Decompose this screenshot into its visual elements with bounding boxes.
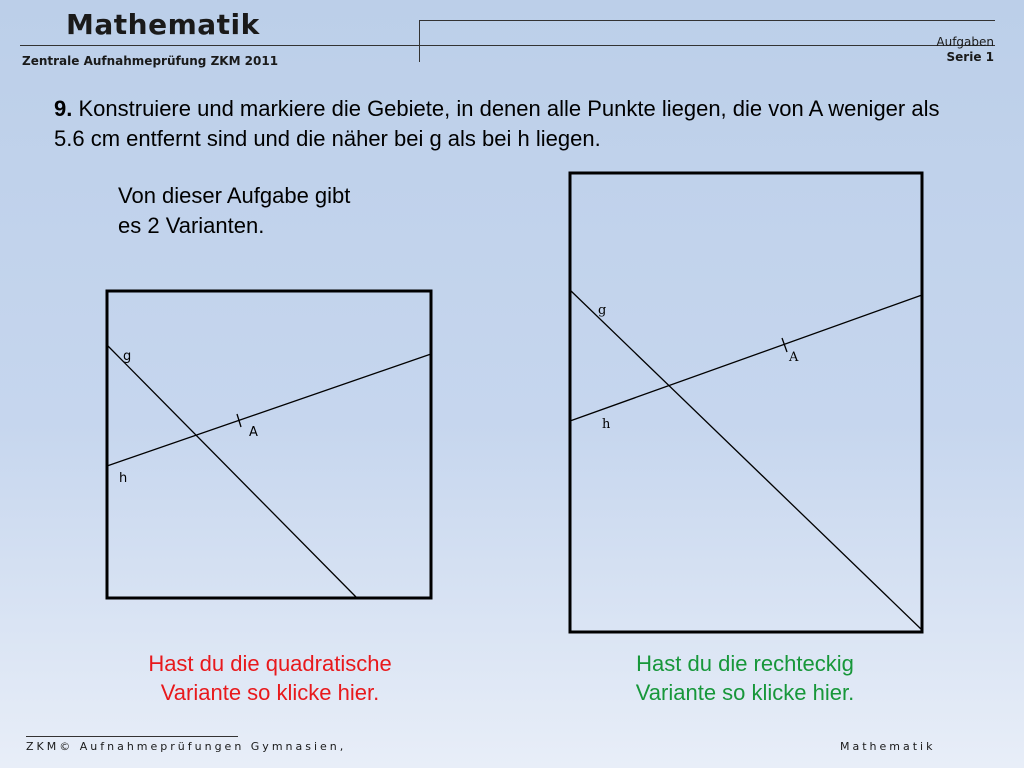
square-label-g: g (123, 349, 132, 364)
task-number: 9. (54, 96, 73, 121)
rect-line-g (570, 290, 922, 630)
footer-divider (26, 736, 238, 737)
rect-label-a: A (789, 350, 799, 365)
rect-label-g: g (598, 303, 607, 318)
footer-left-text: ZKM© Aufnahmeprüfungen Gymnasien, (26, 740, 347, 753)
rect-link-line2[interactable]: Variante so klicke hier. (635, 680, 855, 705)
square-link-line2[interactable]: Variante so klicke hier. (160, 680, 380, 705)
page-title: Mathematik (66, 8, 260, 41)
square-label-a: A (249, 425, 258, 440)
rect-variant-link[interactable] (585, 649, 905, 707)
variants-note-line2: es 2 Varianten. (118, 213, 265, 238)
rect-label-h: h (602, 417, 611, 432)
task-description: Konstruiere und markiere die Gebiete, in denen alle Punkte liegen, die von A weniger als 5.6 cm entfernt sind und die näher bei g als bei h liegen. (54, 96, 940, 151)
section-label: Aufgaben (936, 35, 994, 49)
square-variant-link[interactable] (110, 649, 430, 707)
rect-variant-diagram[interactable] (570, 173, 922, 632)
square-link-line1[interactable]: Hast du die quadratische (148, 651, 392, 676)
square-line-g (107, 345, 357, 598)
square-line-h (107, 354, 431, 466)
exam-subtitle: Zentrale Aufnahmeprüfung ZKM 2011 (22, 54, 279, 68)
square-label-h: h (119, 471, 128, 486)
rect-link-line1[interactable]: Hast du die rechteckig (636, 651, 854, 676)
variants-note-line1: Von dieser Aufgabe gibt (118, 183, 351, 208)
footer-right-text: Mathematik (840, 740, 936, 753)
square-frame (107, 291, 431, 598)
series-number: Serie 1 (946, 50, 994, 64)
rect-line-h (570, 295, 922, 421)
